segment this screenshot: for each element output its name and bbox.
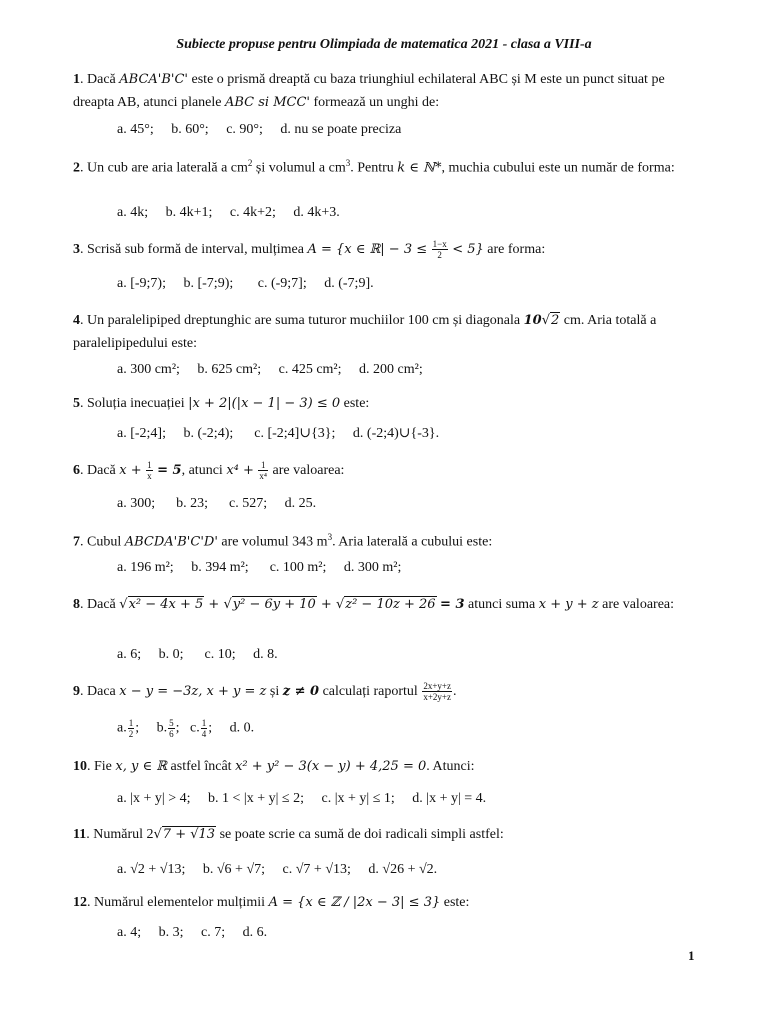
superscript: 2 <box>247 158 253 168</box>
question-number: 2 <box>73 160 80 176</box>
question-7 <box>73 526 694 554</box>
answer-option: a. 6; <box>117 647 142 662</box>
question-text: . Un cub are aria laterală a cm <box>80 160 248 176</box>
fraction-denominator: 4 <box>201 729 207 739</box>
fraction-denominator: 6 <box>169 729 174 739</box>
answer-option: d. 300 m²; <box>343 560 402 575</box>
math-expression: ABCA'B'C' <box>119 72 189 87</box>
question-number: 7 <box>73 534 80 550</box>
answer-option: d. 200 cm²; <box>359 362 423 377</box>
question-text: . Numărul 2 <box>86 827 154 842</box>
question-6 <box>73 459 694 482</box>
question-12 <box>73 891 694 914</box>
answer-option: a. 196 m²; <box>117 560 174 575</box>
answers-10 <box>117 789 708 809</box>
answer-option: b. 1 < |x + y| ≤ 2; <box>208 791 304 806</box>
answer-option: a. 300 cm²; <box>117 362 180 377</box>
question-text: are valoarea: <box>272 463 345 478</box>
radical-content: 2 <box>551 313 560 328</box>
question-text: . Dacă <box>80 597 120 612</box>
answer-option: a. |x + y| > 4; <box>117 791 191 806</box>
answers-11 <box>117 860 708 880</box>
answer-option: c. 4k+2; <box>229 205 276 220</box>
answers-3 <box>117 274 708 294</box>
question-text: , muchia cubului este un număr de forma: <box>441 160 675 176</box>
answer-option: c. 10; <box>204 647 236 662</box>
math-expression: x + <box>119 463 142 478</box>
answer-option: d. 25. <box>284 496 317 511</box>
question-number: 12 <box>73 895 87 910</box>
answer-option: c. |x + y| ≤ 1; <box>321 791 395 806</box>
fraction <box>258 460 268 481</box>
question-4: 4. Un paralelipiped dreptunghic are suma tuturor muchiilor 100 cm și diagonala 10√2 cm. Aria totală a paralelipipedului este: <box>73 313 657 351</box>
math-expression: < 5} <box>452 242 484 257</box>
answer-option: c. [-2;4]∪{3}; <box>254 426 336 441</box>
question-text: calculați raportul <box>319 684 422 699</box>
question-text: atunci suma <box>464 597 539 612</box>
question-text: se poate scrie ca sumă de doi radicali simpli astfel: <box>216 827 504 842</box>
answer-letter: b. <box>156 720 168 736</box>
math-expression: = 5 <box>157 463 182 478</box>
question-text: . Dacă <box>80 463 120 478</box>
answer-option: c. 90°; <box>226 122 263 137</box>
answer-option: b. (-2;4); <box>183 426 234 441</box>
answer-option: b. 625 cm²; <box>197 362 262 377</box>
question-text: . Numărul elementelor mulțimii <box>87 895 269 910</box>
answer-option: c. 425 cm²; <box>278 362 342 377</box>
math-expression: x⁴ + <box>226 463 254 478</box>
math-expression: k ∈ ℕ* <box>397 160 442 176</box>
radical-content: 7 + √13 <box>162 827 216 842</box>
answers-12 <box>117 923 708 943</box>
math-expression: x + y + z <box>538 597 599 612</box>
answer-option: a. [-2;4]; <box>117 426 166 441</box>
question-text: are valoarea: <box>598 597 675 612</box>
answer-option: d. |x + y| = 4. <box>412 791 487 806</box>
answer-option: c. (-9;7]; <box>257 276 307 291</box>
page-number: 1 <box>688 948 695 963</box>
radical-content: y² − 6y + 10 <box>232 597 316 612</box>
answers-4 <box>117 360 708 380</box>
question-text: este: <box>340 396 370 411</box>
answers-2 <box>117 203 708 223</box>
question-number: 1 <box>73 72 80 87</box>
question-text: astfel încât <box>167 759 236 774</box>
fraction <box>168 718 175 739</box>
math-expression: 10 <box>523 313 542 328</box>
question-text: . Atunci: <box>426 759 475 774</box>
answer-option: a. 300; <box>117 496 156 511</box>
math-expression: ABCDA'B'C'D' <box>124 534 218 550</box>
question-number: 11 <box>73 827 87 842</box>
answer-option: b. 3; <box>158 925 184 940</box>
answer-option: c. √7 + √13; <box>282 862 351 877</box>
question-text: . Aria laterală a cubului este: <box>332 534 493 550</box>
fraction-denominator: 2 <box>128 729 134 739</box>
question-text: , atunci <box>181 463 227 478</box>
answer-option: c. 7; <box>201 925 226 940</box>
fraction <box>146 460 153 481</box>
question-number: 10 <box>73 759 87 774</box>
question-text: . <box>452 684 457 699</box>
question-text: și <box>266 684 283 699</box>
answer-option: a. √2 + √13; <box>117 862 186 877</box>
answers-9: a. $\frac{1}{2}$ ; b. $\frac{5}{6}$ ; c. $\frac{1}{4}$ ; d. 0. <box>117 718 255 739</box>
fraction-numerator: 1 <box>258 460 268 471</box>
question-text: . Scrisă sub formă de interval, mulțimea <box>80 242 308 257</box>
fraction <box>432 239 448 260</box>
answer-option: a. [-9;7); <box>117 276 166 291</box>
answer-option: d. nu se poate preciza <box>280 122 402 137</box>
question-text: este o prismă dreaptă cu baza triunghiul echilateral ABC și M este un punct situat pe dreapta AB, atunci planele <box>73 72 665 110</box>
fraction-numerator: 1−x <box>432 239 447 250</box>
question-text: . Un paralelipiped dreptunghic are suma tuturor muchiilor 100 cm și diagonala <box>80 313 524 328</box>
question-8: 8. Dacă √x² − 4x + 5 + √y² − 6y + 10 + √z² − 10z + 26 = 3 atunci suma x + y + z are valoarea: <box>73 597 675 612</box>
fraction-numerator: 1 <box>201 718 207 728</box>
math-expression: |x + 2|(|x − 1| − 3) ≤ 0 <box>188 396 341 411</box>
question-text: cm. Aria totală a paralelipipedului este: <box>73 313 657 351</box>
answer-letter: c. <box>190 720 200 736</box>
question-text: și volumul a cm <box>252 160 346 176</box>
fraction <box>128 718 135 739</box>
question-text: . Daca <box>80 684 120 699</box>
answer-option: a. 45°; <box>117 122 154 137</box>
fraction <box>422 681 452 702</box>
fraction-numerator: 5 <box>169 718 174 728</box>
question-9 <box>73 680 694 703</box>
question-2 <box>73 152 694 180</box>
fraction-denominator: x⁴ <box>259 471 268 482</box>
question-text: . Cubul <box>80 534 125 550</box>
answer-option: c. 527; <box>229 496 268 511</box>
fraction-numerator: 1 <box>128 718 134 728</box>
answer-option: d. 8. <box>253 647 278 662</box>
answer-letter: a. <box>117 720 127 736</box>
answer-option: d. (-7;9]. <box>324 276 374 291</box>
answers-6 <box>117 494 708 514</box>
answers-7 <box>117 558 708 578</box>
answer-option: b. 0; <box>158 647 184 662</box>
question-text: este: <box>440 895 470 910</box>
question-11: 11. Numărul 2√7 + √13 se poate scrie ca sumă de doi radicali simpli astfel: <box>73 827 504 842</box>
answer-letter: d. 0. <box>229 720 255 736</box>
math-expression: = 3 <box>440 597 465 612</box>
answer-option: d. 4k+3. <box>293 205 340 220</box>
answer-option: d. √26 + √2. <box>368 862 438 877</box>
question-number: 5 <box>73 396 80 411</box>
page-title: Subiecte propuse pentru Olimpiada de matematica 2021 - clasa a VIII-a <box>176 37 592 52</box>
question-number: 9 <box>73 684 80 699</box>
question-3 <box>73 238 694 261</box>
question-1 <box>73 68 694 114</box>
fraction <box>201 718 208 739</box>
question-5 <box>73 392 694 415</box>
question-number: 3 <box>73 242 80 257</box>
answer-option: b. 23; <box>176 496 208 511</box>
answer-option: d. 6. <box>242 925 268 940</box>
math-expression: x − y = −3z, x + y = z <box>119 684 267 699</box>
answer-option: a. 4; <box>117 925 142 940</box>
question-number: 8 <box>73 597 80 612</box>
answer-option: c. 100 m²; <box>269 560 327 575</box>
answers-5 <box>117 424 708 444</box>
answer-option: b. 60°; <box>171 122 209 137</box>
fraction-numerator: 2x+y+z <box>423 681 451 692</box>
question-text: . Fie <box>87 759 116 774</box>
math-expression: A = {x ∈ ℤ / |2x − 3| ≤ 3} <box>268 895 441 910</box>
math-expression: ABC si MCC' <box>225 95 311 110</box>
fraction-denominator: x <box>147 471 152 482</box>
fraction-denominator: x+2y+z <box>423 692 451 703</box>
question-text: . Dacă <box>80 72 120 87</box>
answer-option: b. 4k+1; <box>165 205 213 220</box>
superscript: 3 <box>345 158 351 168</box>
answer-option: a. 4k; <box>117 205 149 220</box>
question-text: are volumul 343 m <box>217 534 328 550</box>
answers-1 <box>117 120 708 140</box>
question-text: are forma: <box>483 242 546 257</box>
question-text: formează un unghi de: <box>310 95 440 110</box>
math-expression: z ≠ 0 <box>282 684 320 699</box>
answer-option: d. (-2;4)∪{-3}. <box>352 426 440 441</box>
answer-option: b. √6 + √7; <box>202 862 266 877</box>
fraction-denominator: 2 <box>437 250 442 261</box>
question-text: . Pentru <box>350 160 398 176</box>
answer-option: b. [-7;9); <box>183 276 234 291</box>
radical-content: x² − 4x + 5 <box>128 597 204 612</box>
question-number: 4 <box>73 313 80 328</box>
superscript: 3 <box>327 532 333 542</box>
question-text: . Soluția inecuației <box>80 396 189 411</box>
radical-content: z² − 10z + 26 <box>345 597 436 612</box>
answers-8 <box>117 645 708 665</box>
fraction-numerator: 1 <box>147 460 152 471</box>
question-number: 6 <box>73 463 80 478</box>
math-expression: x, y ∈ ℝ <box>115 759 168 774</box>
math-expression: A = {x ∈ ℝ| − 3 ≤ <box>307 242 428 257</box>
question-10 <box>73 755 694 778</box>
math-expression: x² + y² − 3(x − y) + 4,25 = 0 <box>235 759 427 774</box>
answer-option: b. 394 m²; <box>191 560 249 575</box>
